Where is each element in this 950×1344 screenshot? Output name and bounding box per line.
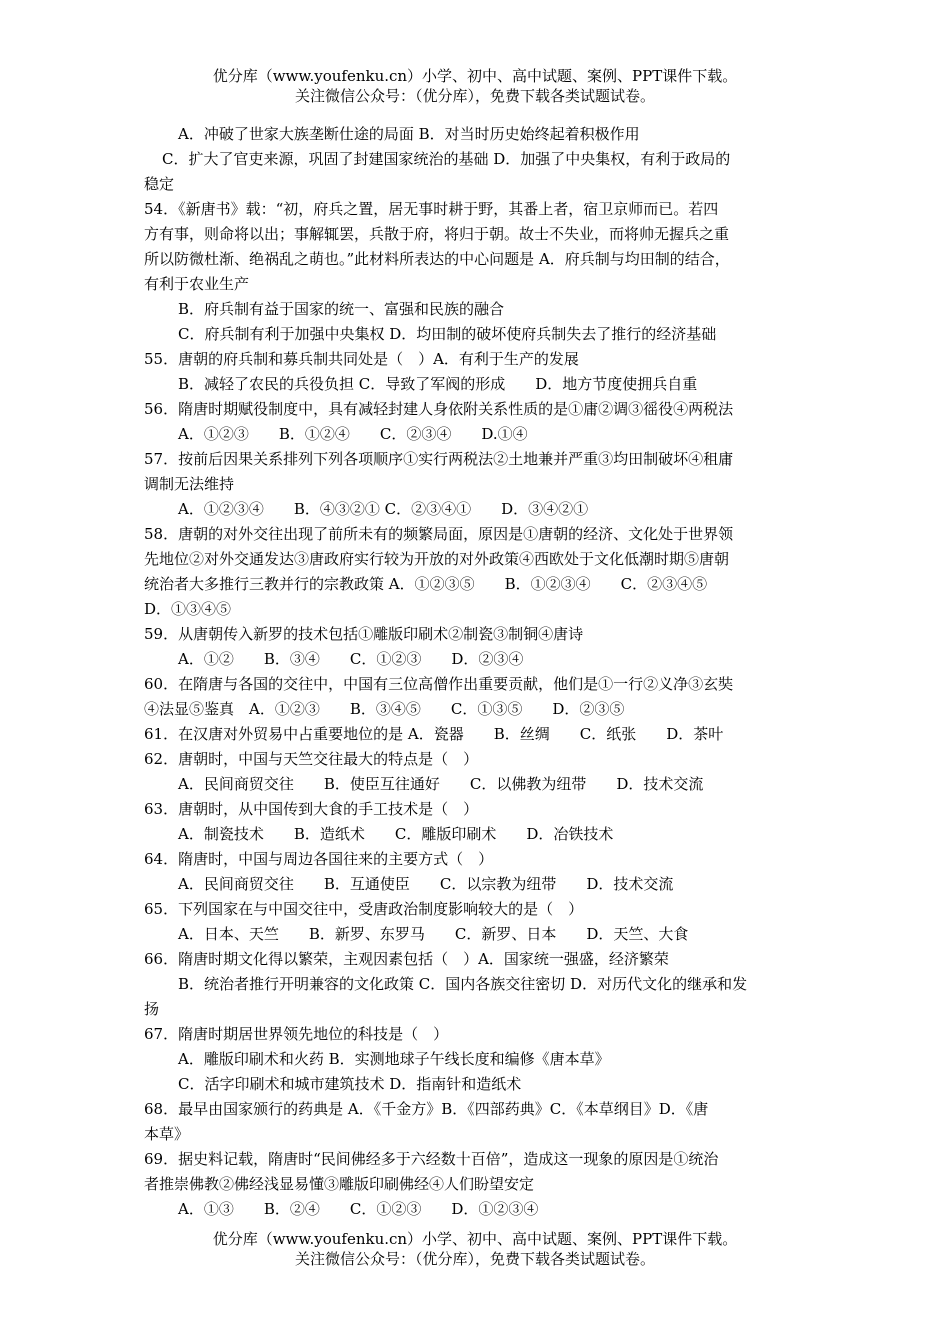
text-line: 扬 (144, 1000, 160, 1018)
page-header (0, 66, 950, 106)
header-line-2: 关注微信公众号：（优分库），免费下载各类试题试卷。 (294, 87, 655, 105)
text-line: 稳定 (144, 175, 175, 193)
text-line: A．民间商贸交往 B．互通使臣 C．以宗教为纽带 D．技术交流 (178, 875, 674, 893)
text-line: A．雕版印刷术和火药 B．实测地球子午线长度和编修《唐本草》 (178, 1050, 610, 1068)
text-line: 60．在隋唐与各国的交往中，中国有三位高僧作出重要贡献，他们是①一行②义净③玄奘 (144, 675, 734, 693)
page-footer (0, 1229, 950, 1269)
text-line: A．①② B．③④ C．①②③ D．②③④ (178, 650, 524, 668)
text-line: 统治者大多推行三教并行的宗教政策 A．①②③⑤ B．①②③④ C．②③④⑤ (144, 575, 708, 593)
text-line: A．冲破了世家大族垄断仕途的局面 B．对当时历史始终起着积极作用 (178, 125, 640, 143)
text-line: 者推崇佛教②佛经浅显易懂③雕版印刷佛经④人们盼望安定 (144, 1175, 535, 1193)
text-line: 57．按前后因果关系排列下列各项顺序①实行两税法②土地兼并严重③均田制破坏④租庸 (144, 450, 734, 468)
text-line: 54．《新唐书》载：“初，府兵之置，居无事时耕于野，其番上者，宿卫京师而已。若四 (144, 200, 719, 218)
text-line: D．①③④⑤ (144, 600, 232, 618)
text-line: 本草》 (144, 1125, 190, 1143)
text-line: 62．唐朝时，中国与天竺交往最大的特点是（ ） (144, 750, 479, 768)
document-body (144, 122, 814, 1222)
footer-line-2: 关注微信公众号：（优分库），免费下载各类试题试卷。 (294, 1250, 655, 1268)
text-line: ④法显⑤鉴真 A．①②③ B．③④⑤ C．①③⑤ D．②③⑤ (144, 700, 625, 718)
text-line: 58．唐朝的对外交往出现了前所未有的频繁局面，原因是①唐朝的经济、文化处于世界领 (144, 525, 734, 543)
text-line: A．①②③④ B．④③②① C．②③④① D．③④②① (178, 500, 589, 518)
text-line: A．日本、天竺 B．新罗、东罗马 C．新罗、日本 D．天竺、大食 (178, 925, 689, 943)
text-line: 64．隋唐时，中国与周边各国往来的主要方式（ ） (144, 850, 494, 868)
text-line: 63．唐朝时，从中国传到大食的手工技术是（ ） (144, 800, 479, 818)
text-line: 59．从唐朝传入新罗的技术包括①雕版印刷术②制瓷③制铜④唐诗 (144, 625, 584, 643)
text-line: 69．据史料记载，隋唐时“民间佛经多于六经数十百倍”，造成这一现象的原因是①统治 (144, 1150, 719, 1168)
text-line: 68．最早由国家颁行的药典是 A．《千金方》B．《四部药典》C．《本草纲目》D．《唐 (144, 1100, 709, 1118)
text-line: 先地位②对外交通发达③唐政府实行较为开放的对外政策④西欧处于文化低潮时期⑤唐朝 (144, 550, 730, 568)
text-line: C．扩大了官吏来源，巩固了封建国家统治的基础 D．加强了中央集权，有利于政局的 (162, 150, 731, 168)
text-line: A．民间商贸交往 B．使臣互往通好 C．以佛教为纽带 D．技术交流 (178, 775, 704, 793)
text-line: A．①②③ B．①②④ C．②③④ D.①④ (178, 425, 528, 443)
text-line: B．统治者推行开明兼容的文化政策 C．国内各族交往密切 D．对历代文化的继承和发 (178, 975, 748, 993)
footer-line-1: 优分库（www.youfenku.cn）小学、初中、高中试题、案例、PPT课件下载。 (212, 1230, 738, 1248)
text-line: 55．唐朝的府兵制和募兵制共同处是（ ）A．有利于生产的发展 (144, 350, 579, 368)
header-line-1: 优分库（www.youfenku.cn）小学、初中、高中试题、案例、PPT课件下载。 (212, 67, 738, 85)
text-line: C．府兵制有利于加强中央集权 D．均田制的破坏使府兵制失去了推行的经济基础 (178, 325, 717, 343)
text-line: A．制瓷技术 B．造纸术 C．雕版印刷术 D．冶铁技术 (178, 825, 614, 843)
text-line: 61．在汉唐对外贸易中占重要地位的是 A．瓷器 B．丝绸 C．纸张 D．茶叶 (144, 725, 724, 743)
text-line: 有利于农业生产 (144, 275, 250, 293)
text-line: A．①③ B．②④ C．①②③ D．①②③④ (178, 1200, 539, 1218)
text-line: 65．下列国家在与中国交往中，受唐政治制度影响较大的是（ ） (144, 900, 584, 918)
text-line: B．减轻了农民的兵役负担 C．导致了军阀的形成 D．地方节度使拥兵自重 (178, 375, 698, 393)
text-line: 56．隋唐时期赋役制度中，具有减轻封建人身依附关系性质的是①庸②调③徭役④两税法 (144, 400, 734, 418)
text-line: 66．隋唐时期文化得以繁荣，主观因素包括（ ）A．国家统一强盛，经济繁荣 (144, 950, 669, 968)
text-line: 67．隋唐时期居世界领先地位的科技是（ ） (144, 1025, 449, 1043)
text-line: 调制无法维持 (144, 475, 235, 493)
text-line: C．活字印刷术和城市建筑技术 D．指南针和造纸术 (178, 1075, 522, 1093)
text-line: 所以防微杜渐、绝祸乱之萌也。”此材料所表达的中心问题是 A．府兵制与均田制的结合， (144, 250, 730, 268)
text-line: 方有事，则命将以出；事解辄罢，兵散于府，将归于朝。故士不失业，而将帅无握兵之重 (144, 225, 730, 243)
text-line: B．府兵制有益于国家的统一、富强和民族的融合 (178, 300, 505, 318)
